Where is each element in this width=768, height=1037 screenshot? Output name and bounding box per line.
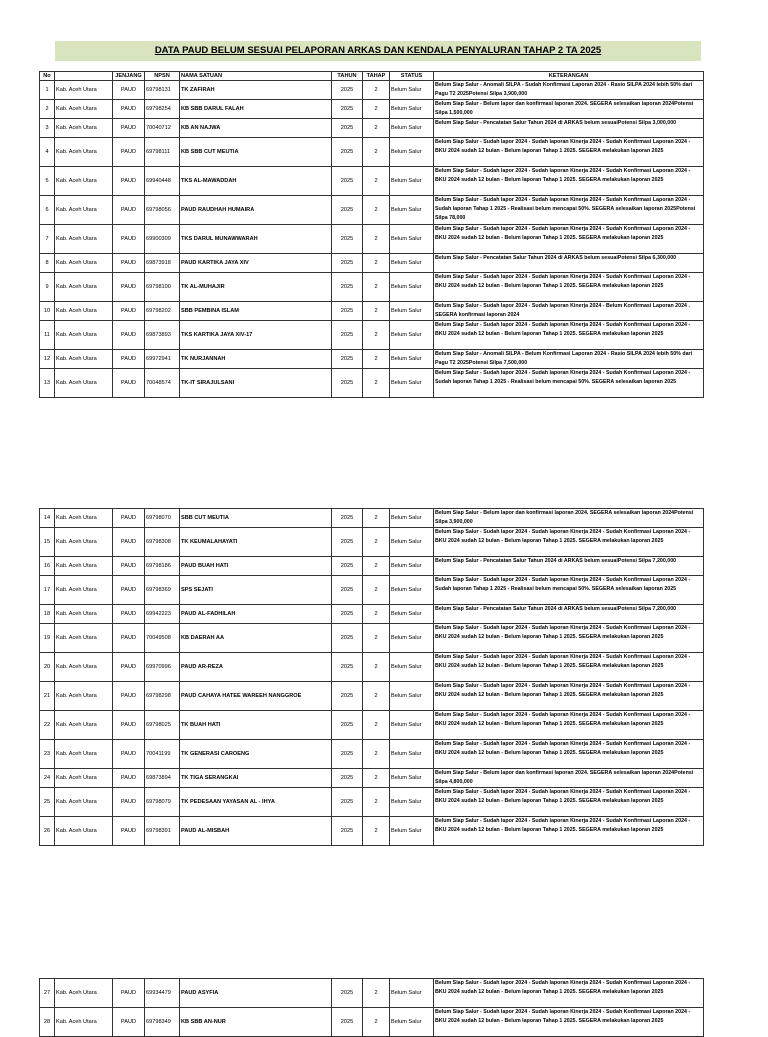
keterangan-cell: Belum Siap Salur - Sudah lapor 2024 - Sudah laporan Kinerja 2024 - Sudah Konfirmasi Laporan 2024 - BKU 2024 sudah 12 bulan - Belum laporan Tahap 1 2025. SEGERA melakukan laporan 2025 <box>434 682 704 711</box>
row-number: 22 <box>40 711 55 740</box>
tahun-cell: 2025 <box>332 576 363 605</box>
kabupaten-cell: Kab. Aceh Utara <box>55 1008 113 1037</box>
tahap-cell: 2 <box>363 119 390 138</box>
nama-satuan-cell: KB AN NAJWA <box>180 119 332 138</box>
tahun-cell: 2025 <box>332 817 363 846</box>
keterangan-cell: Belum Siap Salur - Belum lapor dan konfirmasi laporan 2024. SEGERA selesaikan laporan 2024Potensi Silpa 1,500,000 <box>434 100 704 119</box>
tahap-cell: 2 <box>363 788 390 817</box>
jenjang-cell: PAUD <box>113 225 145 254</box>
kabupaten-cell: Kab. Aceh Utara <box>55 769 113 788</box>
jenjang-cell: PAUD <box>113 196 145 225</box>
jenjang-cell: PAUD <box>113 369 145 398</box>
status-cell: Belum Salur <box>390 605 434 624</box>
kabupaten-cell: Kab. Aceh Utara <box>55 653 113 682</box>
row-number: 12 <box>40 350 55 369</box>
table-row <box>40 1008 704 1037</box>
nama-satuan-cell: TKS AL-MAWADDAH <box>180 167 332 196</box>
nama-satuan-cell: PAUD KARTIKA JAYA XIV <box>180 254 332 273</box>
nama-satuan-cell: PAUD RAUDHAH HUMAIRA <box>180 196 332 225</box>
nama-satuan-cell: TK AL-MUHAJIR <box>180 273 332 302</box>
tahun-cell: 2025 <box>332 788 363 817</box>
table-row <box>40 605 704 624</box>
npsn-cell: 69798254 <box>145 100 180 119</box>
tahun-cell: 2025 <box>332 167 363 196</box>
tahap-cell: 2 <box>363 369 390 398</box>
status-cell: Belum Salur <box>390 711 434 740</box>
kabupaten-cell: Kab. Aceh Utara <box>55 624 113 653</box>
table-row <box>40 196 704 225</box>
jenjang-cell: PAUD <box>113 1008 145 1037</box>
tahun-cell: 2025 <box>332 528 363 557</box>
jenjang-cell: PAUD <box>113 528 145 557</box>
tahap-cell: 2 <box>363 1008 390 1037</box>
keterangan-cell: Belum Siap Salur - Sudah lapor 2024 - Sudah laporan Kinerja 2024 - Sudah Konfirmasi Laporan 2024 - BKU 2024 sudah 12 bulan - Belum laporan Tahap 1 2025. SEGERA melakukan laporan 2025 <box>434 653 704 682</box>
jenjang-cell: PAUD <box>113 100 145 119</box>
kabupaten-cell: Kab. Aceh Utara <box>55 302 113 321</box>
table-body <box>40 979 704 1037</box>
table-body <box>40 509 704 846</box>
kabupaten-cell: Kab. Aceh Utara <box>55 254 113 273</box>
kabupaten-cell: Kab. Aceh Utara <box>55 605 113 624</box>
row-number: 7 <box>40 225 55 254</box>
kabupaten-cell: Kab. Aceh Utara <box>55 350 113 369</box>
nama-satuan-cell: TK PEDESAAN YAYASAN AL - IHYA <box>180 788 332 817</box>
npsn-cell: 69798186 <box>145 557 180 576</box>
tahap-cell: 2 <box>363 321 390 350</box>
header-status: STATUS <box>390 72 434 81</box>
keterangan-cell: Belum Siap Salur - Pencatatan Salur Tahun 2024 di ARKAS belum sesuaiPotensi Silpa 7,200,000 <box>434 557 704 576</box>
tahun-cell: 2025 <box>332 138 363 167</box>
status-cell: Belum Salur <box>390 528 434 557</box>
nama-satuan-cell: TK ZAFIRAH <box>180 81 332 100</box>
tahap-cell: 2 <box>363 273 390 302</box>
status-cell: Belum Salur <box>390 369 434 398</box>
nama-satuan-cell: TKS DARUL MUNAWWARAH <box>180 225 332 254</box>
table-row <box>40 225 704 254</box>
keterangan-cell: Belum Siap Salur - Sudah lapor 2024 - Sudah laporan Kinerja 2024 - Sudah Konfirmasi Laporan 2024 - BKU 2024 sudah 12 bulan - Belum laporan Tahap 1 2025. SEGERA melakukan laporan 2025 <box>434 528 704 557</box>
npsn-cell: 70040712 <box>145 119 180 138</box>
table-row <box>40 557 704 576</box>
table-row <box>40 302 704 321</box>
tahun-cell: 2025 <box>332 509 363 528</box>
keterangan-cell: Belum Siap Salur - Sudah lapor 2024 - Sudah laporan Kinerja 2024 - Sudah Konfirmasi Laporan 2024 - BKU 2024 sudah 12 bulan - Belum laporan Tahap 1 2025. SEGERA melakukan laporan 2025 <box>434 711 704 740</box>
status-cell: Belum Salur <box>390 979 434 1008</box>
kabupaten-cell: Kab. Aceh Utara <box>55 321 113 350</box>
table-row <box>40 769 704 788</box>
tahap-cell: 2 <box>363 769 390 788</box>
npsn-cell: 69873894 <box>145 769 180 788</box>
nama-satuan-cell: PAUD CAHAYA HATEE WAREEH NANGGROE <box>180 682 332 711</box>
page-title: DATA PAUD BELUM SESUAI PELAPORAN ARKAS DAN KENDALA PENYALURAN TAHAP 2 TA 2025 <box>55 41 701 61</box>
keterangan-cell: Belum Siap Salur - Sudah lapor 2024 - Sudah laporan Kinerja 2024 - Sudah Konfirmasi Laporan 2024 - Sudah laporan Tahap 1 2025 - Realisasi belum mencapai 50%. SEGERA selesaikan laporan 2025Potensi Silpa 78,000 <box>434 196 704 225</box>
nama-satuan-cell: TK TIGA SERANGKAI <box>180 769 332 788</box>
kabupaten-cell: Kab. Aceh Utara <box>55 817 113 846</box>
keterangan-cell: Belum Siap Salur - Sudah lapor 2024 - Sudah laporan Kinerja 2024 - Sudah Konfirmasi Laporan 2024 - BKU 2024 sudah 12 bulan - Belum laporan Tahap 1 2025. SEGERA melakukan laporan 2025 <box>434 273 704 302</box>
tahap-cell: 2 <box>363 605 390 624</box>
kabupaten-cell: Kab. Aceh Utara <box>55 711 113 740</box>
tahap-cell: 2 <box>363 100 390 119</box>
nama-satuan-cell: PAUD AR-REZA <box>180 653 332 682</box>
status-cell: Belum Salur <box>390 119 434 138</box>
status-cell: Belum Salur <box>390 254 434 273</box>
row-number: 2 <box>40 100 55 119</box>
npsn-cell: 69798298 <box>145 682 180 711</box>
table-row <box>40 273 704 302</box>
npsn-cell: 69798100 <box>145 273 180 302</box>
row-number: 9 <box>40 273 55 302</box>
npsn-cell: 69873893 <box>145 321 180 350</box>
row-number: 18 <box>40 605 55 624</box>
nama-satuan-cell: PAUD ASYFIA <box>180 979 332 1008</box>
tahun-cell: 2025 <box>332 369 363 398</box>
tahun-cell: 2025 <box>332 682 363 711</box>
table-row <box>40 254 704 273</box>
jenjang-cell: PAUD <box>113 254 145 273</box>
status-cell: Belum Salur <box>390 225 434 254</box>
table-row <box>40 817 704 846</box>
npsn-cell: 69798070 <box>145 509 180 528</box>
tahap-cell: 2 <box>363 979 390 1008</box>
npsn-cell: 69934479 <box>145 979 180 1008</box>
jenjang-cell: PAUD <box>113 653 145 682</box>
npsn-cell: 69798056 <box>145 196 180 225</box>
jenjang-cell: PAUD <box>113 740 145 769</box>
table-row <box>40 653 704 682</box>
nama-satuan-cell: SBB PEMBINA ISLAM <box>180 302 332 321</box>
status-cell: Belum Salur <box>390 81 434 100</box>
table-row <box>40 788 704 817</box>
kabupaten-cell: Kab. Aceh Utara <box>55 740 113 769</box>
tahap-cell: 2 <box>363 509 390 528</box>
jenjang-cell: PAUD <box>113 979 145 1008</box>
table-row <box>40 167 704 196</box>
row-number: 24 <box>40 769 55 788</box>
kabupaten-cell: Kab. Aceh Utara <box>55 528 113 557</box>
npsn-cell: 69798369 <box>145 576 180 605</box>
npsn-cell: 70049508 <box>145 624 180 653</box>
data-table-section-1 <box>39 71 704 398</box>
kabupaten-cell: Kab. Aceh Utara <box>55 167 113 196</box>
tahun-cell: 2025 <box>332 769 363 788</box>
kabupaten-cell: Kab. Aceh Utara <box>55 509 113 528</box>
kabupaten-cell: Kab. Aceh Utara <box>55 100 113 119</box>
row-number: 6 <box>40 196 55 225</box>
row-number: 20 <box>40 653 55 682</box>
nama-satuan-cell: KB SBB DARUL FALAH <box>180 100 332 119</box>
npsn-cell: 69798111 <box>145 138 180 167</box>
jenjang-cell: PAUD <box>113 321 145 350</box>
table-row <box>40 369 704 398</box>
status-cell: Belum Salur <box>390 100 434 119</box>
nama-satuan-cell: SPS SEJATI <box>180 576 332 605</box>
status-cell: Belum Salur <box>390 653 434 682</box>
jenjang-cell: PAUD <box>113 788 145 817</box>
status-cell: Belum Salur <box>390 1008 434 1037</box>
npsn-cell: 69942223 <box>145 605 180 624</box>
tahap-cell: 2 <box>363 624 390 653</box>
header-kabupaten <box>55 72 113 81</box>
kabupaten-cell: Kab. Aceh Utara <box>55 81 113 100</box>
header-npsn: NPSN <box>145 72 180 81</box>
nama-satuan-cell: TK GENERASI CAROENG <box>180 740 332 769</box>
nama-satuan-cell: KB DAERAH AA <box>180 624 332 653</box>
tahun-cell: 2025 <box>332 196 363 225</box>
tahun-cell: 2025 <box>332 81 363 100</box>
kabupaten-cell: Kab. Aceh Utara <box>55 788 113 817</box>
nama-satuan-cell: PAUD AL-MISBAH <box>180 817 332 846</box>
npsn-cell: 70048574 <box>145 369 180 398</box>
kabupaten-cell: Kab. Aceh Utara <box>55 557 113 576</box>
status-cell: Belum Salur <box>390 350 434 369</box>
status-cell: Belum Salur <box>390 817 434 846</box>
row-number: 11 <box>40 321 55 350</box>
keterangan-cell: Belum Siap Salur - Belum lapor dan konfirmasi laporan 2024. SEGERA selesaikan laporan 2024Potensi Silpa 3,900,000 <box>434 509 704 528</box>
table-row <box>40 100 704 119</box>
tahun-cell: 2025 <box>332 605 363 624</box>
npsn-cell: 69940448 <box>145 167 180 196</box>
status-cell: Belum Salur <box>390 557 434 576</box>
tahap-cell: 2 <box>363 682 390 711</box>
tahun-cell: 2025 <box>332 254 363 273</box>
jenjang-cell: PAUD <box>113 302 145 321</box>
keterangan-cell: Belum Siap Salur - Sudah lapor 2024 - Sudah laporan Kinerja 2024 - Sudah Konfirmasi Laporan 2024 - Sudah laporan Tahap 1 2025 - Realisasi belum mencapai 50%. SEGERA selesaikan laporan 2025 <box>434 576 704 605</box>
tahap-cell: 2 <box>363 576 390 605</box>
tahun-cell: 2025 <box>332 711 363 740</box>
table-row <box>40 119 704 138</box>
keterangan-cell: Belum Siap Salur - Sudah lapor 2024 - Sudah laporan Kinerja 2024 - Sudah Konfirmasi Laporan 2024 - BKU 2024 sudah 12 bulan - Belum laporan Tahap 1 2025. SEGERA melakukan laporan 2025 <box>434 138 704 167</box>
tahun-cell: 2025 <box>332 350 363 369</box>
tahun-cell: 2025 <box>332 653 363 682</box>
npsn-cell: 69798025 <box>145 711 180 740</box>
jenjang-cell: PAUD <box>113 167 145 196</box>
jenjang-cell: PAUD <box>113 624 145 653</box>
tahun-cell: 2025 <box>332 273 363 302</box>
kabupaten-cell: Kab. Aceh Utara <box>55 273 113 302</box>
keterangan-cell: Belum Siap Salur - Sudah lapor 2024 - Sudah laporan Kinerja 2024 - Sudah Konfirmasi Laporan 2024 - BKU 2024 sudah 12 bulan - Belum laporan Tahap 1 2025. SEGERA melakukan laporan 2025 <box>434 1008 704 1037</box>
row-number: 28 <box>40 1008 55 1037</box>
jenjang-cell: PAUD <box>113 350 145 369</box>
tahun-cell: 2025 <box>332 100 363 119</box>
row-number: 13 <box>40 369 55 398</box>
npsn-cell: 69970996 <box>145 653 180 682</box>
nama-satuan-cell: TKS KARTIKA JAYA XIV-17 <box>180 321 332 350</box>
nama-satuan-cell: SBB CUT MEUTIA <box>180 509 332 528</box>
tahap-cell: 2 <box>363 254 390 273</box>
row-number: 16 <box>40 557 55 576</box>
nama-satuan-cell: TK-IT SIRAJULSANI <box>180 369 332 398</box>
row-number: 21 <box>40 682 55 711</box>
row-number: 19 <box>40 624 55 653</box>
kabupaten-cell: Kab. Aceh Utara <box>55 119 113 138</box>
kabupaten-cell: Kab. Aceh Utara <box>55 576 113 605</box>
table-row <box>40 624 704 653</box>
keterangan-cell: Belum Siap Salur - Sudah lapor 2024 - Sudah laporan Kinerja 2024 - Sudah Konfirmasi Laporan 2024 - BKU 2024 sudah 12 bulan - Belum laporan Tahap 1 2025. SEGERA melakukan laporan 2025 <box>434 979 704 1008</box>
data-table-section-2 <box>39 508 704 846</box>
jenjang-cell: PAUD <box>113 119 145 138</box>
npsn-cell: 69798391 <box>145 817 180 846</box>
jenjang-cell: PAUD <box>113 682 145 711</box>
kabupaten-cell: Kab. Aceh Utara <box>55 682 113 711</box>
kabupaten-cell: Kab. Aceh Utara <box>55 196 113 225</box>
tahun-cell: 2025 <box>332 624 363 653</box>
table-row <box>40 81 704 100</box>
status-cell: Belum Salur <box>390 576 434 605</box>
header-tahap: TAHAP <box>363 72 390 81</box>
row-number: 3 <box>40 119 55 138</box>
status-cell: Belum Salur <box>390 167 434 196</box>
table-row <box>40 740 704 769</box>
status-cell: Belum Salur <box>390 788 434 817</box>
row-number: 8 <box>40 254 55 273</box>
tahun-cell: 2025 <box>332 1008 363 1037</box>
npsn-cell: 70041199 <box>145 740 180 769</box>
nama-satuan-cell: PAUD BUAH HATI <box>180 557 332 576</box>
jenjang-cell: PAUD <box>113 509 145 528</box>
row-number: 23 <box>40 740 55 769</box>
kabupaten-cell: Kab. Aceh Utara <box>55 225 113 254</box>
header-tahun: TAHUN <box>332 72 363 81</box>
table-header-row <box>40 72 704 81</box>
keterangan-cell: Belum Siap Salur - Sudah lapor 2024 - Sudah laporan Kinerja 2024 - Sudah Konfirmasi Laporan 2024 - BKU 2024 sudah 12 bulan - Belum laporan Tahap 1 2025. SEGERA melakukan laporan 2025 <box>434 817 704 846</box>
tahap-cell: 2 <box>363 225 390 254</box>
table-row <box>40 576 704 605</box>
data-table-section-3 <box>39 978 704 1037</box>
tahap-cell: 2 <box>363 167 390 196</box>
tahap-cell: 2 <box>363 528 390 557</box>
table-row <box>40 711 704 740</box>
keterangan-cell: Belum Siap Salur - Pencatatan Salur Tahun 2024 di ARKAS belum sesuaiPotensi Silpa 7,200,000 <box>434 605 704 624</box>
kabupaten-cell: Kab. Aceh Utara <box>55 138 113 167</box>
table-row <box>40 528 704 557</box>
npsn-cell: 69798308 <box>145 528 180 557</box>
row-number: 1 <box>40 81 55 100</box>
nama-satuan-cell: TK NURJANNAH <box>180 350 332 369</box>
table-row <box>40 979 704 1008</box>
tahap-cell: 2 <box>363 740 390 769</box>
tahap-cell: 2 <box>363 196 390 225</box>
tahap-cell: 2 <box>363 557 390 576</box>
keterangan-cell: Belum Siap Salur - Sudah lapor 2024 - Sudah laporan Kinerja 2024 - Belum Konfirmasi Laporan 2024 . SEGERA konfirmasi laporan 2024 <box>434 302 704 321</box>
table-row <box>40 138 704 167</box>
npsn-cell: 69798131 <box>145 81 180 100</box>
npsn-cell: 69798349 <box>145 1008 180 1037</box>
jenjang-cell: PAUD <box>113 81 145 100</box>
keterangan-cell: Belum Siap Salur - Sudah lapor 2024 - Sudah laporan Kinerja 2024 - Sudah Konfirmasi Laporan 2024 - BKU 2024 sudah 12 bulan - Belum laporan Tahap 1 2025. SEGERA melakukan laporan 2025 <box>434 167 704 196</box>
keterangan-cell: Belum Siap Salur - Sudah lapor 2024 - Sudah laporan Kinerja 2024 - Sudah Konfirmasi Laporan 2024 - BKU 2024 sudah 12 bulan - Belum laporan Tahap 1 2025. SEGERA melakukan laporan 2025 <box>434 321 704 350</box>
npsn-cell: 69900309 <box>145 225 180 254</box>
header-nama-satuan: NAMA SATUAN <box>180 72 332 81</box>
tahun-cell: 2025 <box>332 979 363 1008</box>
status-cell: Belum Salur <box>390 138 434 167</box>
tahap-cell: 2 <box>363 302 390 321</box>
row-number: 26 <box>40 817 55 846</box>
jenjang-cell: PAUD <box>113 769 145 788</box>
nama-satuan-cell: TK KEUMALAHAYATI <box>180 528 332 557</box>
keterangan-cell: Belum Siap Salur - Sudah lapor 2024 - Sudah laporan Kinerja 2024 - Sudah Konfirmasi Laporan 2024 - BKU 2024 sudah 12 bulan - Belum laporan Tahap 1 2025. SEGERA melakukan laporan 2025 <box>434 624 704 653</box>
row-number: 27 <box>40 979 55 1008</box>
status-cell: Belum Salur <box>390 196 434 225</box>
tahap-cell: 2 <box>363 711 390 740</box>
status-cell: Belum Salur <box>390 624 434 653</box>
kabupaten-cell: Kab. Aceh Utara <box>55 369 113 398</box>
table-row <box>40 682 704 711</box>
kabupaten-cell: Kab. Aceh Utara <box>55 979 113 1008</box>
row-number: 14 <box>40 509 55 528</box>
row-number: 17 <box>40 576 55 605</box>
row-number: 5 <box>40 167 55 196</box>
tahun-cell: 2025 <box>332 557 363 576</box>
npsn-cell: 69798079 <box>145 788 180 817</box>
row-number: 25 <box>40 788 55 817</box>
jenjang-cell: PAUD <box>113 817 145 846</box>
nama-satuan-cell: TK BUAH HATI <box>180 711 332 740</box>
header-jenjang: JENJANG <box>113 72 145 81</box>
tahap-cell: 2 <box>363 817 390 846</box>
tahun-cell: 2025 <box>332 302 363 321</box>
tahap-cell: 2 <box>363 350 390 369</box>
npsn-cell: 69798202 <box>145 302 180 321</box>
table-row <box>40 350 704 369</box>
row-number: 15 <box>40 528 55 557</box>
keterangan-cell: Belum Siap Salur - Pencatatan Salur Tahun 2024 di ARKAS belum sesuaiPotensi Silpa 6,300,000 <box>434 254 704 273</box>
nama-satuan-cell: KB SBB AN-NUR <box>180 1008 332 1037</box>
table-row <box>40 321 704 350</box>
keterangan-cell: Belum Siap Salur - Anomali SILPA - Belum Konfirmasi Laporan 2024 - Rasio SILPA 2024 lebih 50% dari Pagu T2 2025Potensi Silpa 7,500,000 <box>434 350 704 369</box>
status-cell: Belum Salur <box>390 682 434 711</box>
status-cell: Belum Salur <box>390 302 434 321</box>
keterangan-cell: Belum Siap Salur - Sudah lapor 2024 - Sudah laporan Kinerja 2024 - Sudah Konfirmasi Laporan 2024 - BKU 2024 sudah 12 bulan - Belum laporan Tahap 1 2025. SEGERA melakukan laporan 2025 <box>434 740 704 769</box>
status-cell: Belum Salur <box>390 509 434 528</box>
tahun-cell: 2025 <box>332 740 363 769</box>
row-number: 4 <box>40 138 55 167</box>
status-cell: Belum Salur <box>390 769 434 788</box>
table-row <box>40 509 704 528</box>
status-cell: Belum Salur <box>390 321 434 350</box>
jenjang-cell: PAUD <box>113 138 145 167</box>
tahap-cell: 2 <box>363 138 390 167</box>
tahap-cell: 2 <box>363 81 390 100</box>
status-cell: Belum Salur <box>390 273 434 302</box>
keterangan-cell: Belum Siap Salur - Sudah lapor 2024 - Sudah laporan Kinerja 2024 - Sudah Konfirmasi Laporan 2024 - BKU 2024 sudah 12 bulan - Belum laporan Tahap 1 2025. SEGERA melakukan laporan 2025 <box>434 225 704 254</box>
keterangan-cell: Belum Siap Salur - Anomali SILPA - Sudah Konfirmasi Laporan 2024 - Rasio SILPA 2024 lebih 50% dari Pagu T2 2025Potensi Silpa 3,900,000 <box>434 81 704 100</box>
status-cell: Belum Salur <box>390 740 434 769</box>
nama-satuan-cell: KB SBB CUT MEUTIA <box>180 138 332 167</box>
row-number: 10 <box>40 302 55 321</box>
jenjang-cell: PAUD <box>113 576 145 605</box>
tahun-cell: 2025 <box>332 321 363 350</box>
tahun-cell: 2025 <box>332 225 363 254</box>
keterangan-cell: Belum Siap Salur - Belum lapor dan konfirmasi laporan 2024. SEGERA selesaikan laporan 2024Potensi Silpa 4,800,000 <box>434 769 704 788</box>
keterangan-cell: Belum Siap Salur - Sudah lapor 2024 - Sudah laporan Kinerja 2024 - Sudah Konfirmasi Laporan 2024 - Sudah laporan Tahap 1 2025 - Realisasi belum mencapai 50%. SEGERA selesaikan laporan 2025 <box>434 369 704 398</box>
jenjang-cell: PAUD <box>113 557 145 576</box>
jenjang-cell: PAUD <box>113 605 145 624</box>
npsn-cell: 69873918 <box>145 254 180 273</box>
tahap-cell: 2 <box>363 653 390 682</box>
table-body <box>40 81 704 398</box>
keterangan-cell: Belum Siap Salur - Sudah lapor 2024 - Sudah laporan Kinerja 2024 - Sudah Konfirmasi Laporan 2024 - BKU 2024 sudah 12 bulan - Belum laporan Tahap 1 2025. SEGERA melakukan laporan 2025 <box>434 788 704 817</box>
nama-satuan-cell: PAUD AL-FADHILAH <box>180 605 332 624</box>
tahun-cell: 2025 <box>332 119 363 138</box>
keterangan-cell: Belum Siap Salur - Pencatatan Salur Tahun 2024 di ARKAS belum sesuaiPotensi Silpa 3,000,000 <box>434 119 704 138</box>
jenjang-cell: PAUD <box>113 273 145 302</box>
npsn-cell: 69972941 <box>145 350 180 369</box>
header-keterangan: KETERANGAN <box>434 72 704 81</box>
jenjang-cell: PAUD <box>113 711 145 740</box>
header-no: No <box>40 72 55 81</box>
